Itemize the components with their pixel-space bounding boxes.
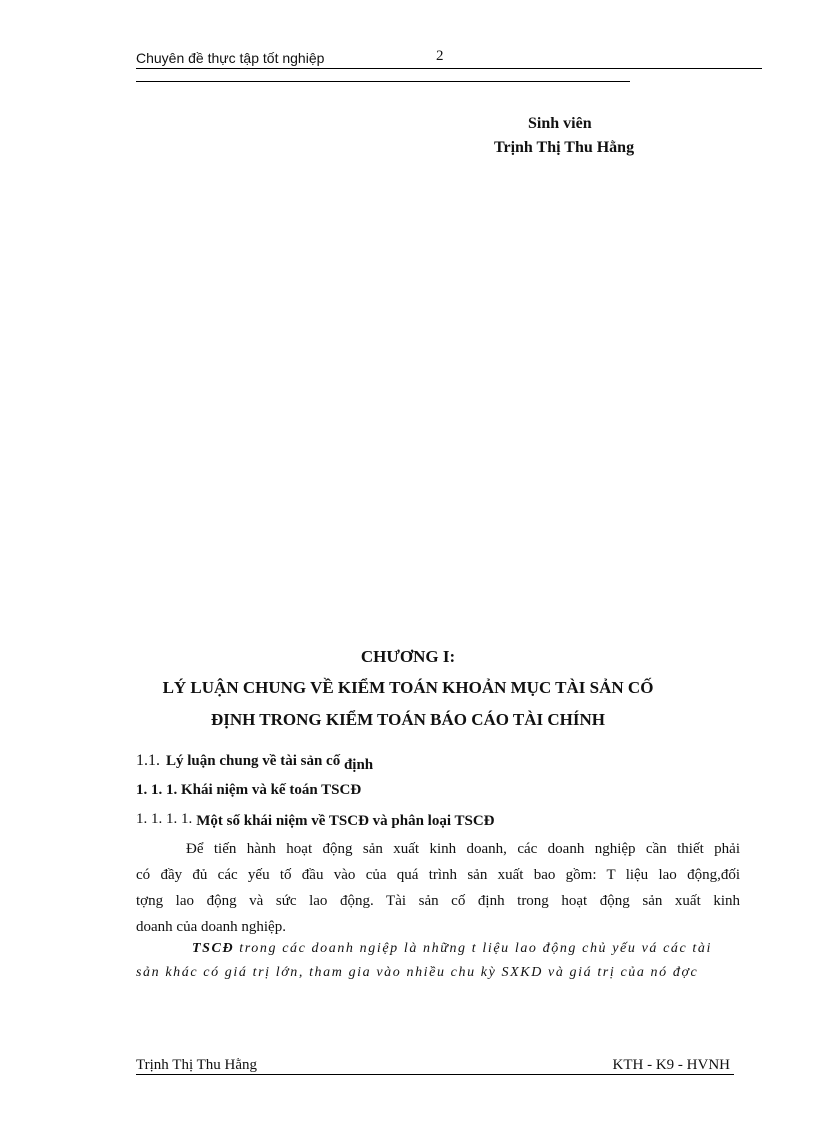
signature-role: Sinh viên [528, 115, 592, 132]
section-number: 1. 1. 1. 1. [136, 811, 193, 827]
chapter-title-line1: LÝ LUẬN CHUNG VỀ KIỂM TOÁN KHOẢN MỤC TÀI SẢN CỐ [162, 678, 654, 697]
section-1-1-1-1-heading [136, 813, 495, 830]
paragraph-line: sản khác có giá trị lớn, tham gia vào nhiều chu kỳ SXKD và giá trị của nó đợc [136, 965, 699, 980]
paragraph-definition [136, 936, 740, 984]
term-tscd: TSCĐ [192, 941, 235, 956]
section-title: Lý luận chung về tài sản cố [166, 753, 341, 769]
page-number: 2 [436, 48, 444, 64]
paragraph-line: tợng lao động và sức lao động. Tài sản cố định trong hoạt động sản xuất kinh [136, 893, 740, 909]
page-header [136, 50, 762, 69]
section-number: 1.1. [136, 752, 160, 769]
signature-name: Trịnh Thị Thu Hằng [494, 139, 635, 156]
chapter-label: CHƯƠNG I: [360, 647, 456, 666]
paragraph-line [136, 936, 740, 960]
paragraph-line: Để tiến hành hoạt động sản xuất kinh doanh, các doanh nghiệp cần thiết phải [186, 841, 740, 857]
header-rule [136, 81, 630, 82]
chapter-title-line2: ĐỊNH TRONG KIỂM TOÁN BÁO CÁO TÀI CHÍNH [210, 710, 606, 729]
section-title-tail: định [343, 757, 374, 773]
paragraph-text: trong các doanh ngiệp là những t liệu lao động chủ yếu vá các tài [234, 941, 712, 956]
section-1-1-heading [136, 752, 374, 773]
paragraph-line: doanh của doanh nghiệp. [136, 919, 286, 935]
section-title: Một số khái niệm về TSCĐ và phân loại TSCĐ [196, 813, 495, 829]
footer-class: KTH - K9 - HVNH [612, 1057, 730, 1073]
footer-author: Trịnh Thị Thu Hằng [136, 1057, 257, 1073]
page-footer [136, 1057, 734, 1075]
header-title: Chuyên đề thực tập tốt nghiệp [136, 50, 325, 66]
paragraph-line: có đầy đủ các yếu tố đầu vào của quá trình sản xuất bao gồm: T liệu lao động,đối [136, 867, 740, 883]
section-1-1-1-heading: 1. 1. 1. Khái niệm và kế toán TSCĐ [136, 782, 362, 798]
paragraph-intro [136, 836, 740, 940]
